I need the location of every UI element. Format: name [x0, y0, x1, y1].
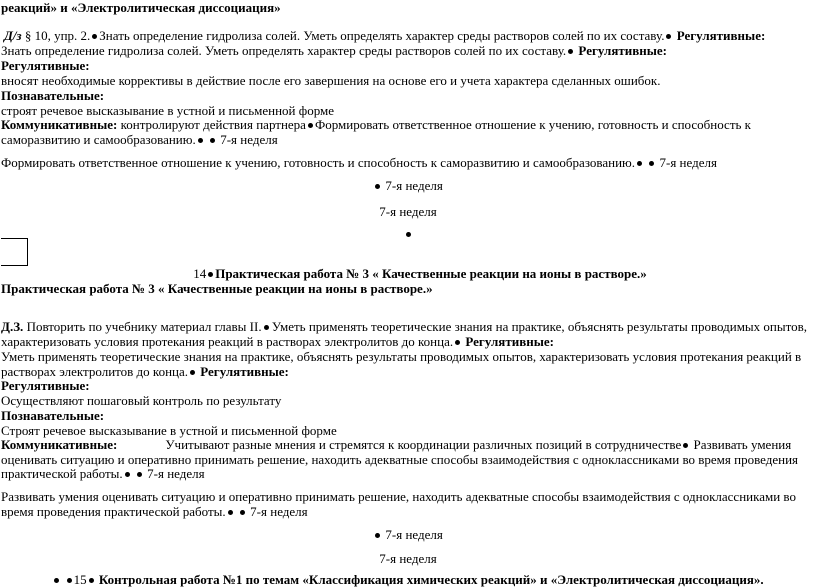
bullet-icon — [190, 370, 195, 375]
week-center-2: 7-я неделя — [379, 204, 437, 219]
development-line-2b: время проведения практической работы. 7-я неделя — [1, 504, 308, 519]
bullet-icon — [264, 325, 269, 330]
bullet-icon — [92, 34, 97, 39]
bullet-icon — [637, 161, 642, 166]
lesson-15-heading: 15 Контрольная работа №1 по темам «Классификация химических реакций» и «Электролитическая диссоциация». — [0, 572, 816, 587]
bullet-icon — [649, 161, 654, 166]
development-line-2: Развивать умения оценивать ситуацию и оперативно принимать решение, находить адекватные способы взаимодействия с одноклассниками во — [1, 489, 796, 504]
communicative-line: Коммуникативные: контролируют действия партнера Формировать ответственное отношение к учению, готовность и способность к — [1, 117, 751, 132]
regulatory-text-2: Осуществляют пошаговый контроль по результату — [1, 393, 282, 408]
cognitive-heading-2: Познавательные: — [1, 408, 105, 423]
homework-line: Д/з § 10, упр. 2. Знать определение гидролиза солей. Уметь определять характер среды растворов солей по их составу. Регулятивные: — [4, 28, 766, 43]
bullet-icon — [375, 184, 380, 189]
bullet-icon — [308, 123, 313, 128]
homework-line-2: Д.З. Повторить по учебнику материал главы II. Уметь применять теоретические знания на практике, объяснять результаты проводимых опытов, — [1, 319, 807, 334]
bullet-icon — [67, 578, 72, 583]
homework-line-2b: характеризовать условия протекания реакций в растворах электролитов до конца. Регулятивные: — [1, 334, 554, 349]
empty-cell-box — [1, 238, 28, 266]
section-title: реакций» и «Электролитическая диссоциация» — [1, 0, 281, 15]
skills-line: Уметь применять теоретические знания на практике, объяснять результаты проводимых опытов, характеризовать условия протекания реакций в — [1, 349, 802, 364]
bullet-icon — [406, 232, 411, 237]
bullet-icon — [568, 49, 573, 54]
knowledge-line: Знать определение гидролиза солей. Уметь определять характер среды растворов солей по их составу. Регулятивные: — [1, 43, 668, 58]
bullet-icon — [683, 443, 688, 448]
week-center-3: 7-я неделя — [0, 527, 816, 542]
week-center-1: 7-я неделя — [0, 178, 816, 193]
lesson-14-title: Практическая работа № 3 « Качественные реакции на ионы в растворе.» — [1, 281, 433, 296]
regulatory-heading-2: Регулятивные: — [1, 378, 90, 393]
week-center-4: 7-я неделя — [379, 551, 437, 566]
communicative-line-2b: оценивать ситуацию и оперативно принимать решение, находить адекватные способы взаимодействия с одноклассниками во время проведения — [1, 452, 799, 467]
development-line: Формировать ответственное отношение к учению, готовность и способность к саморазвитию и самообразованию. 7-я неделя — [1, 155, 717, 170]
communicative-line-2c: практической работы. 7-я неделя — [1, 466, 205, 481]
bullet-icon — [125, 472, 130, 477]
communicative-line-2: Коммуникативные: Учитывают разные мнения и стремятся к координации различных позиций в сотрудничестве Развивать умения — [1, 437, 792, 452]
bullet-icon — [455, 340, 460, 345]
bullet-icon — [228, 510, 233, 515]
bullet-icon — [208, 272, 213, 277]
bullet-center — [0, 226, 816, 241]
communicative-continuation: саморазвитию и самообразованию. 7-я неделя — [1, 132, 278, 147]
bullet-icon — [137, 472, 142, 477]
regulatory-heading: Регулятивные: — [1, 58, 90, 73]
bullet-icon — [240, 510, 245, 515]
bullet-icon — [198, 138, 203, 143]
cognitive-heading: Познавательные: — [1, 88, 105, 103]
bullet-icon — [89, 578, 94, 583]
cognitive-text: строят речевое высказывание в устной и письменной форме — [1, 103, 334, 118]
bullet-icon — [210, 138, 215, 143]
lesson-14-heading: 14 Практическая работа № 3 « Качественные реакции на ионы в растворе.» — [193, 266, 647, 281]
bullet-icon — [375, 533, 380, 538]
skills-line-b: растворах электролитов до конца. Регулятивные: — [1, 364, 289, 379]
regulatory-text: вносят необходимые коррективы в действие после его завершения на основе его и учета характера сделанных ошибок. — [1, 73, 661, 88]
bullet-icon — [54, 578, 59, 583]
bullet-icon — [666, 34, 671, 39]
cognitive-text-2: Строят речевое высказывание в устной и письменной форме — [1, 423, 337, 438]
